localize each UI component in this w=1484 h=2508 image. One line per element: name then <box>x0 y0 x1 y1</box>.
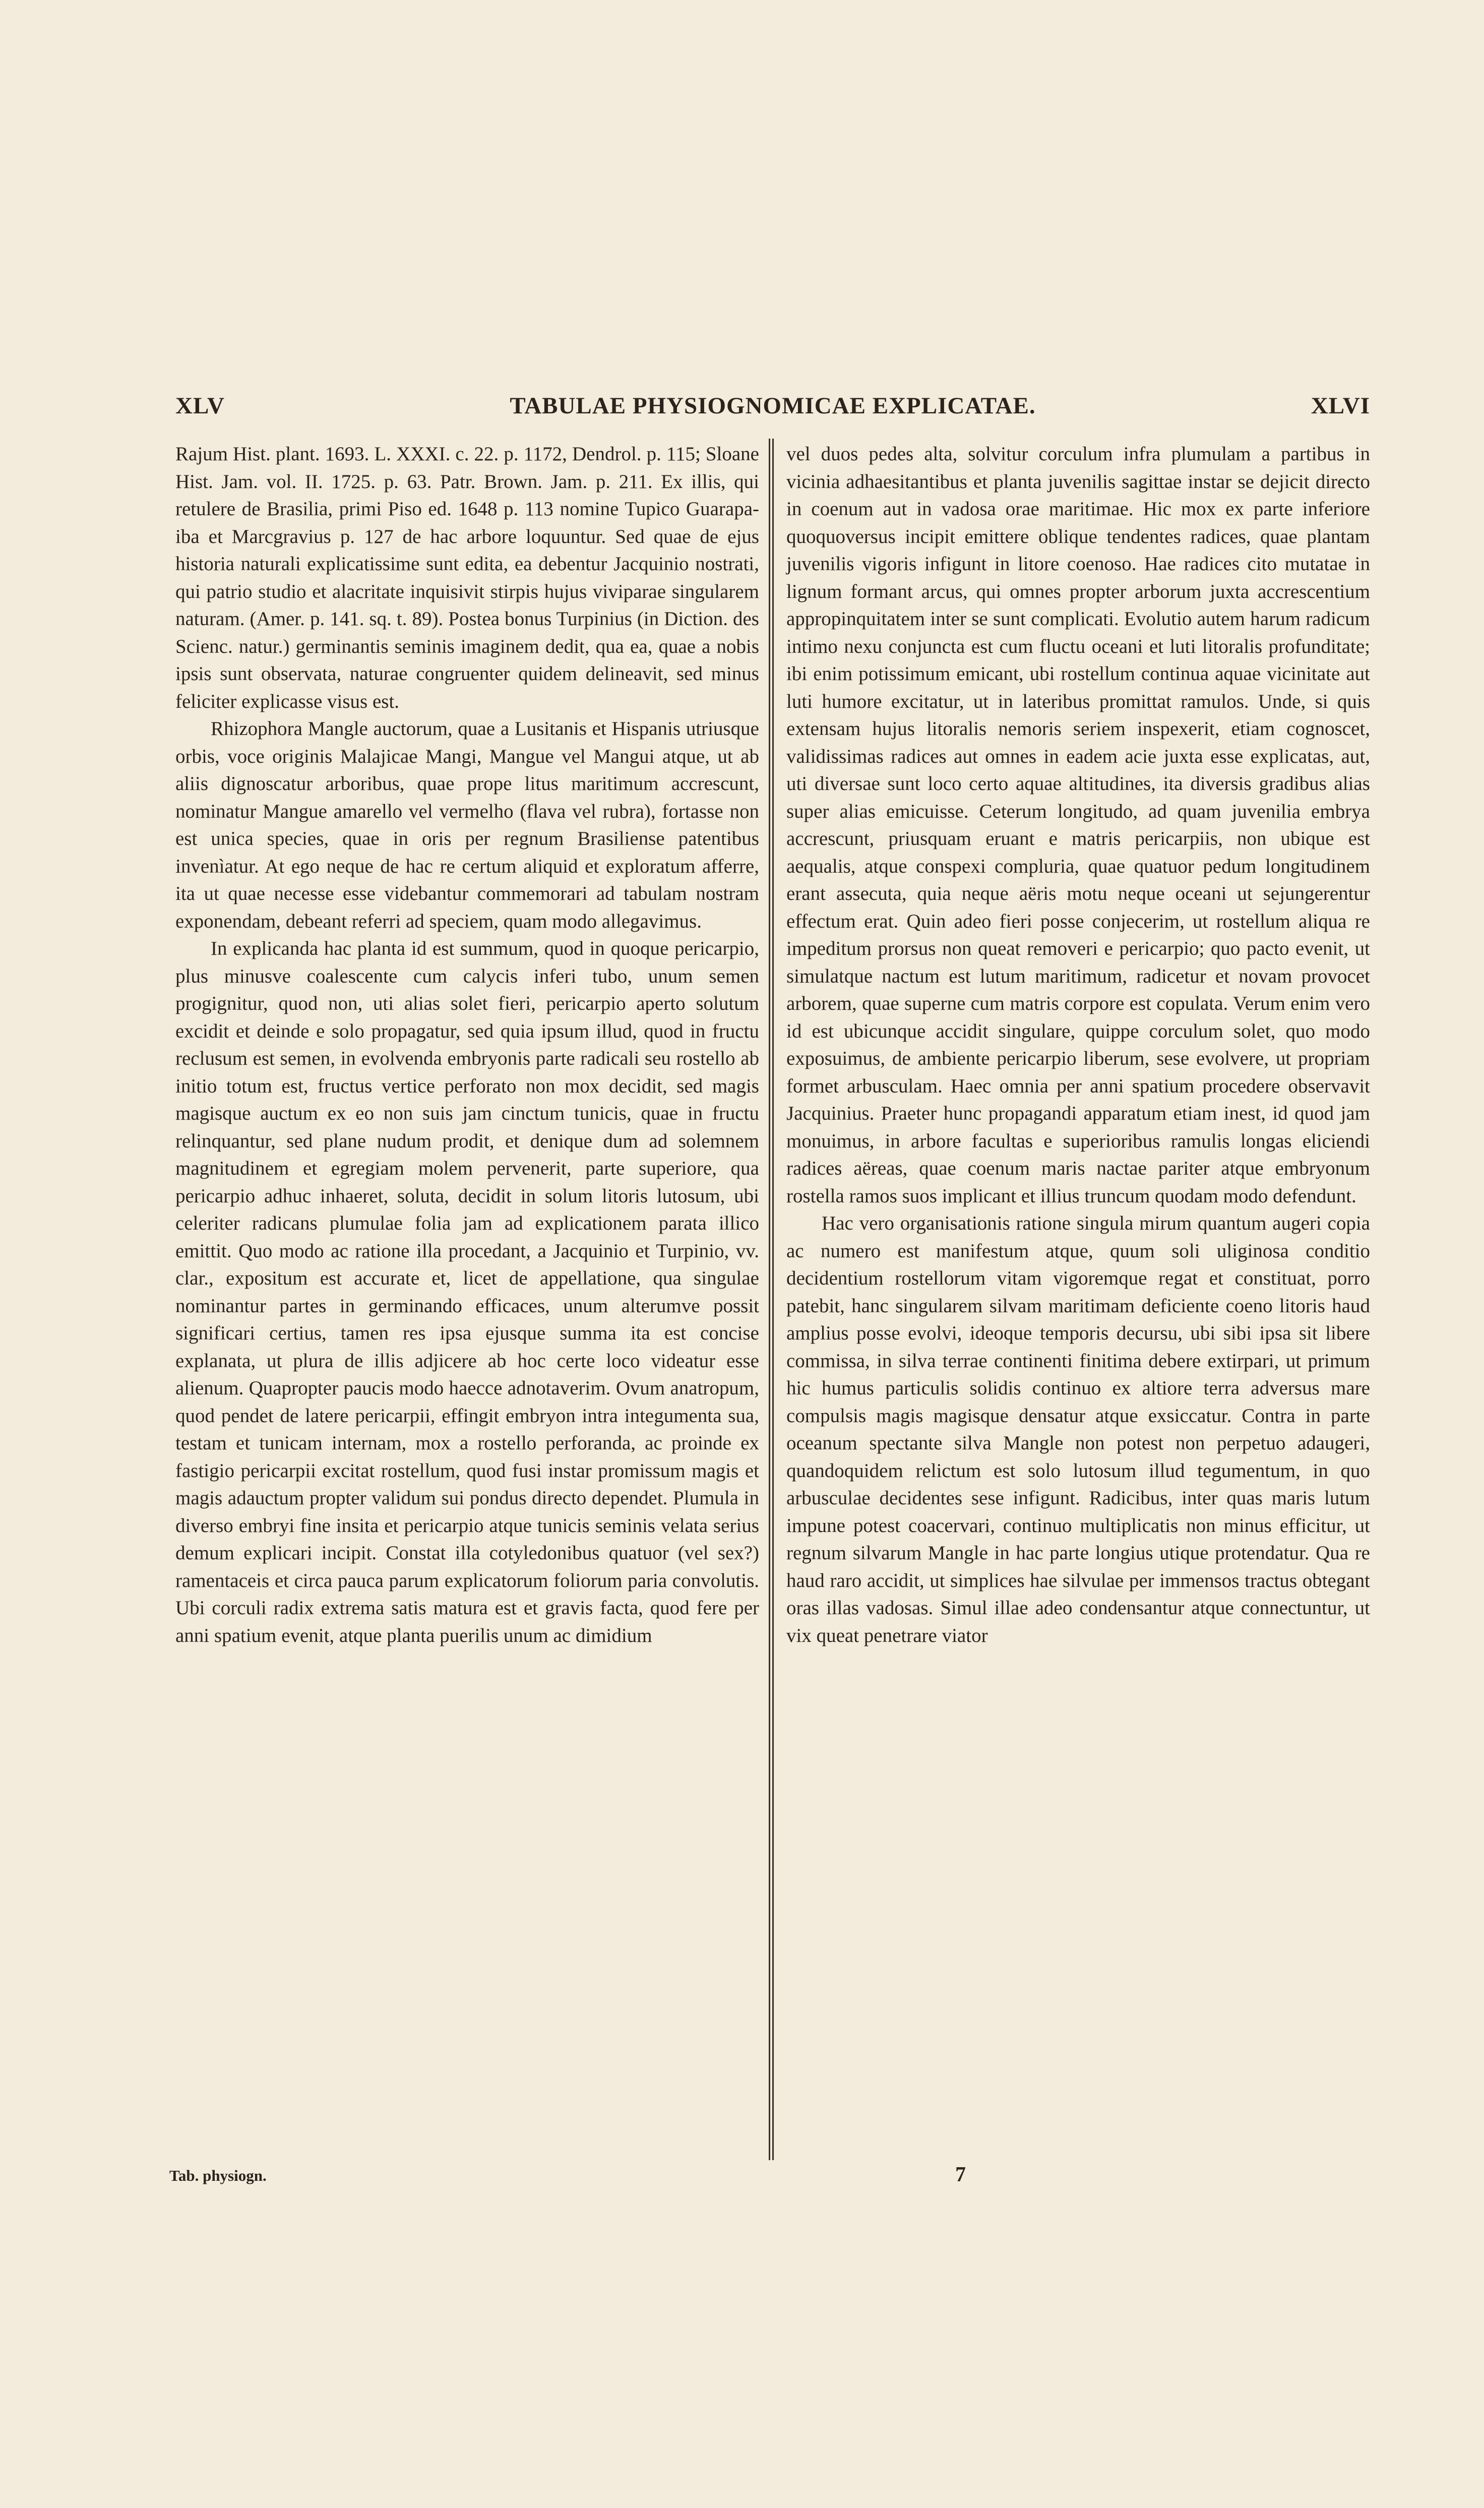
running-header <box>175 392 1370 427</box>
left-paragraph-3: In explicanda hac planta id est summum, quod in quoque pericarpio, plus minusve coalescente cum calycis inferi tubo, unum semen progignitur, quod non, uti alias solet fieri, pericarpio aperto solutum excidit et deinde e solo propagatur, sed quia ipsum illud, quod in fructu reclusum est semen, in evolvenda embryonis parte radicali seu rostello ab initio totum est, fructus vertice perforato non mox decidit, sed magis magisque auctum ex eo non suis jam cinctum tunicis, quae in fructu relinquantur, sed plane nudum prodit, et denique dum ad solemnem magnitudinem et egregiam molem pervenerit, parte superiore, qua pericarpio adhuc inhaeret, soluta, decidit in solum litoris lutosum, ubi celeriter radicans plumulae folia jam ad explicationem parata illico emittit. Quo modo ac ratione illa procedant, a Jacquinio et Turpinio, vv. clar., expositum est accurate et, licet de appellatione, qua singulae nominantur partes in germinando efficaces, unum alterumve possit significari certius, tamen res ipsa ejusque summa ita est concise explanata, ut plura de illis adjicere ab hoc certe loco videatur esse alienum. Quapropter paucis modo haecce adnotaverim. Ovum anatropum, quod pendet de latere pericarpii, effingit embryon intra integumenta sua, testam et tunicam internam, mox a rostello perforanda, ac proinde ex fastigio pericarpii excitat rostellum, quod fusi instar promissum magis et magis adauctum propter validum sui pondus directo dependet. Plumula in diverso embryi fine insita et pericarpio atque tunicis seminis velata serius demum explicari incipit. Constat illa cotyledonibus quatuor (vel sex?) ramentaceis et circa pauca parum explicatorum foliorum paria convolutis. Ubi corculi radix extrema satis matura est et gravis facta, quod fere per anni spatium evenit, atque planta puerilis unum ac dimidium <box>175 938 759 1646</box>
column-divider-rule <box>772 439 774 2160</box>
column-divider-rule <box>769 439 770 2160</box>
right-paragraph-1: vel duos pedes alta, solvitur corculum infra plumulam a partibus in vicinia adhaesitantibus et planta juvenilis sagittae instar se dejicit directo in coenum aut in vadosa orae maritimae. Hic mox ex parte inferiore quoquoversus incipit emittere oblique tendentes radices, quae plantam juvenilis vigoris infigunt in litore coenoso. Hae radices cito mutatae in lignum formant arcus, qui omnes propter arborum juxta accrescentium appropinquitatem inter se sunt complicati. Evolutio autem harum radicum intimo nexu conjuncta est cum fluctu oceani et luti litoralis profunditate; ibi enim potissimum emicant, ubi rostellum continua aquae vicinitate aut luti humore excitatur, ut in lateribus promittat ramulos. Unde, si quis extensam hujus litoralis nemoris seriem inspexerit, etiam cognoscet, validissimas radices aut omnes in eadem acie juxta esse explicatas, aut, uti diversae sunt loco certo aquae altitudines, ita diversis gradibus alias super alias emicuisse. Ceterum longitudo, ad quam juvenilia embrya accrescunt, priusquam eruant e matris pericarpiis, non ubique est aequalis, atque conspexi compluria, quae quatuor pedum longitudinem erant assecuta, quia neque aëris motu neque oceani ut sejungerentur effectum erat. Quin adeo fieri posse conjecerim, ut rostellum aliqua re impeditum prorsus non queat removeri e pericarpio; quo pacto evenit, ut simulatque nactum est lutum maritimum, radicetur et novam provocet arborem, quae superne cum matris corpore est copulata. Verum enim vero id est ubicunque accidit singulare, quippe corculum solet, quo modo exposuimus, de ambiente pericarpio liberum, sese evolvere, ut propriam formet arbusculam. Haec omnia per anni spatium procedere observavit Jacquinius. Praeter hunc propagandi apparatum etiam inest, id quod jam monuimus, in arbore facultas e superioribus ramulis longas eliciendi radices aëreas, quae coenum maris nactae pariter atque embryonum rostella ramos suos implicant et illius truncum quodam modo defendunt. <box>786 443 1370 1207</box>
left-text-column <box>175 441 759 1649</box>
right-paragraph-2: Hac vero organisationis ratione singula mirum quantum augeri copia ac numero est manifestum atque, quum soli uliginosa conditio decidentium rostellorum vitam vigoremque regat et constituat, porro patebit, hanc singularem silvam maritimam deficiente coeno litoris haud amplius posse evolvi, ideoque temporis decursu, ubi sibi ipsa sit libere commissa, in silva terrae continenti finitima debere extirpari, ut primum hic humus particulis solidis continuo ex altiore terra adversus mare compulsis magis magisque densatur atque exsiccatur. Contra in parte oceanum spectante silva Mangle non potest non perpetuo adaugeri, quandoquidem relictum est solo lutosum illud tegumentum, in quo arbusculae decidentes sese infigunt. Radicibus, inter quas maris lutum impune potest coacervari, continuo multiplicatis non minus efficitur, ut regnum silvarum Mangle in hac parte longius utique protendatur. Qua re haud raro accidit, ut simplices hae silvulae per immensos tractus obtegant oras illas vadosas. Simul illae adeo condensantur atque connectuntur, ut vix queat penetrare viator <box>786 1212 1370 1646</box>
left-paragraph-1: Rajum Hist. plant. 1693. L. XXXI. c. 22. p. 1172, Dendrol. p. 115; Sloane Hist. Jam. vol. II. 1725. p. 63. Patr. Brown. Jam. p. 211. Ex illis, qui retulere de Brasilia, primi Piso ed. 1648 p. 113 nomine Tupico Guarapa-iba et Marcgravius p. 127 de hac arbore loquuntur. Sed quae de ejus historia naturali explicatissime sunt edita, ea debentur Jacquinio nostrati, qui patrio studio et alacritate inquisivit stirpis hujus viviparae singularem naturam. (Amer. p. 141. sq. t. 89). Postea bonus Turpinius (in Diction. des Scienc. natur.) germinantis seminis imaginem dedit, qua ea, quae a nobis ipsis sunt observata, naturae congruenter quidem delineavit, sed minus feliciter explicasse visus est. <box>175 443 759 712</box>
left-paragraph-2: Rhizophora Mangle auctorum, quae a Lusitanis et Hispanis utriusque orbis, voce originis Malajicae Mangi, Mangue vel Mangui atque, ut ab aliis dignoscatur arboribus, quae prope litus maritimum accrescunt, nominatur Mangue amarello vel vermelho (flava vel rubra), fortasse non est unica species, quae in oris per regnum Brasiliense patentibus invenìatur. At ego neque de hac re certum aliquid et exploratum afferre, ita ut quae necesse esse videbantur commemorari ad tabulam nostram exponendam, debeant referri ad speciem, quam modo allegavimus. <box>175 718 759 932</box>
right-text-column <box>786 441 1370 1649</box>
right-page-number: XLVI <box>1311 393 1370 419</box>
signature-mark: Tab. physiogn. <box>169 2167 267 2184</box>
sheet-number: 7 <box>955 2163 966 2186</box>
left-page-number: XLV <box>175 393 225 419</box>
page-title: TABULAE PHYSIOGNOMICAE EXPLICATAE. <box>510 393 1036 419</box>
